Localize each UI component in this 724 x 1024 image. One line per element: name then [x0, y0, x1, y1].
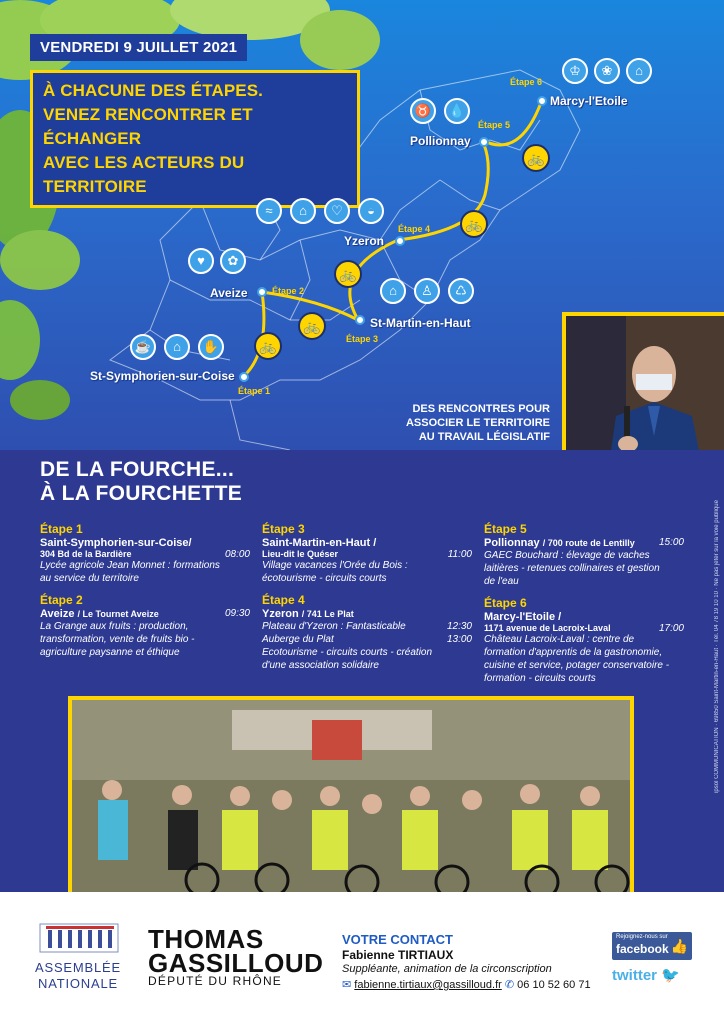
contact-name: Fabienne TIRTIAUX [342, 948, 454, 962]
step-place-text: Aveize [40, 608, 75, 620]
headline-line: AVEC LES ACTEURS DU TERRITOIRE [43, 153, 245, 196]
house-heart-icon: ⌂ [290, 198, 316, 224]
home-icon: ⌂ [380, 278, 406, 304]
deputy-first-name: THOMAS [148, 924, 264, 954]
facebook-badge[interactable] [612, 932, 692, 960]
step-time: 12:30 [446, 621, 472, 632]
step-time: 09:30 [224, 608, 250, 619]
step-desc-text: Auberge du Plat [262, 634, 334, 645]
step-address [484, 623, 684, 633]
step-desc: transformation, vente de fruits bio - [40, 634, 195, 645]
step-block-6 [484, 596, 684, 685]
email-icon: ✉ [342, 979, 352, 991]
sprout-icon: ✿ [220, 248, 246, 274]
step-block-2 [40, 593, 250, 659]
location-pin-icon [396, 237, 404, 245]
hands-heart-icon: ♡ [324, 198, 350, 224]
program-column-3 [484, 522, 684, 693]
deputy-role: DÉPUTÉ DU RHÔNE [148, 974, 283, 988]
shop-icon: ⌂ [626, 58, 652, 84]
thumbs-up-icon: 👍 [670, 938, 688, 954]
contact-email-link[interactable]: fabienne.tirtiaux@gassilloud.fr [354, 979, 502, 991]
step-address-text: / Le Tournet Aveize [77, 609, 159, 619]
step-desc [262, 620, 472, 633]
step-desc: laitières - retenues collinaires et gestion [484, 563, 660, 574]
step-desc: agriculture paysanne et éthique [40, 647, 180, 658]
map-step-6: Étape 6 [510, 77, 543, 87]
cow-icon: ♉ [410, 98, 436, 124]
program-title: À LA FOURCHETTE [40, 482, 243, 505]
assemblee-label: ASSEMBLÉE [35, 960, 121, 975]
bicycle-icon: 🚲 [298, 312, 326, 340]
step-place: Marcy-l'Etoile / [484, 611, 562, 623]
step-place [40, 608, 250, 620]
step-desc: formation - circuits courts [484, 673, 596, 684]
city-marcy: Marcy-l'Etoile [550, 94, 628, 108]
basket-icon: ◒ [358, 198, 384, 224]
map-step-2: Étape 2 [272, 286, 305, 296]
step-title: Étape 1 [40, 522, 83, 536]
rencontres-line: AU TRAVAIL LÉGISLATIF [418, 431, 550, 443]
phone-icon: ✆ [504, 979, 515, 991]
program-column-1 [40, 522, 250, 667]
step-time: 11:00 [447, 549, 472, 560]
chef-hat-icon: ♔ [562, 58, 588, 84]
handshake-icon: ✋ [198, 334, 224, 360]
step-title: Étape 2 [40, 593, 83, 607]
step-desc: au service du territoire [40, 573, 139, 584]
twitter-label: twitter [612, 967, 657, 984]
step-time: 13:00 [446, 634, 472, 645]
contact-phone: 06 10 52 60 71 [517, 979, 591, 991]
group-photo [68, 696, 634, 892]
step-title: Étape 5 [484, 522, 527, 536]
footer [0, 892, 724, 1024]
step-address-text: / 741 Le Plat [301, 609, 354, 619]
rencontres-line: DES RENCONTRES POUR [412, 403, 550, 415]
step-place [484, 537, 684, 549]
step-place-text: Yzeron [262, 608, 299, 620]
step-address-text: 304 Bd de la Bardière [40, 549, 132, 559]
step-address-text: 1171 avenue de Lacroix-Laval [484, 623, 611, 633]
city-st-symphorien: St-Symphorien-sur-Coise [90, 369, 235, 383]
bicycle-icon: 🚲 [460, 210, 488, 238]
contact-role: Suppléante, animation de la circonscription [342, 963, 552, 975]
step-address [262, 549, 472, 559]
facebook-join-text: Rejoignez-nous sur [616, 934, 668, 940]
step-place-text: Pollionnay [484, 537, 540, 549]
step-address-text: Lieu-dit le Quéser [262, 549, 339, 559]
step-title: Étape 4 [262, 593, 305, 607]
zipline-icon: ≈ [256, 198, 282, 224]
rencontres-text [400, 402, 550, 444]
step-place [262, 608, 472, 620]
recycle-icon: ♺ [448, 278, 474, 304]
step-desc: écotourisme - circuits courts [262, 573, 387, 584]
location-pin-icon [258, 288, 266, 296]
twitter-bird-icon: 🐦 [661, 967, 680, 984]
step-desc-text: Plateau d'Yzeron : Fantasticable [262, 621, 406, 632]
step-desc: d'une association solidaire [262, 660, 379, 671]
step-time: 15:00 [658, 537, 684, 548]
step-desc: de l'eau [484, 576, 519, 587]
program-section [0, 450, 724, 892]
map-step-4: Étape 4 [398, 224, 431, 234]
step-desc: La Grange aux fruits : production, [40, 621, 189, 632]
rencontres-line: ASSOCIER LE TERRITOIRE [405, 417, 550, 429]
step-desc: cuisine et service, potager conservatoire - [484, 660, 670, 671]
step-desc: Château Lacroix-Laval : centre de [484, 634, 635, 645]
step-place: Saint-Symphorien-sur-Coise/ [40, 537, 192, 549]
step-address-text: / 700 route de Lentilly [542, 538, 635, 548]
step-desc: Lycée agricole Jean Monnet : formations [40, 560, 220, 571]
step-desc [262, 633, 472, 646]
event-date: VENDREDI 9 JUILLET 2021 [30, 34, 247, 61]
headline-line: À CHACUNE DES ÉTAPES. [43, 81, 263, 100]
contact-title: VOTRE CONTACT [342, 932, 453, 947]
step-address [40, 549, 250, 559]
assemblee-label: NATIONALE [38, 976, 118, 991]
vegetables-icon: ❀ [594, 58, 620, 84]
city-yzeron: Yzeron [344, 234, 385, 248]
step-place: Saint-Martin-en-Haut / [262, 537, 377, 549]
bicycle-icon: 🚲 [334, 260, 362, 288]
map-step-1: Étape 1 [238, 386, 271, 396]
location-pin-icon [240, 373, 248, 381]
twitter-badge[interactable] [612, 966, 680, 984]
step-time: 17:00 [658, 623, 684, 634]
city-pollionnay: Pollionnay [410, 134, 471, 148]
deputy-last-name: GASSILLOUD [148, 948, 324, 978]
strawberry-icon: ♥ [188, 248, 214, 274]
hiker-icon: ♙ [414, 278, 440, 304]
step-desc: Ecotourisme - circuits courts - création [262, 647, 433, 658]
cup-icon: ☕ [130, 334, 156, 360]
step-title: Étape 6 [484, 596, 527, 610]
headline-line: VENEZ RENCONTRER ET ÉCHANGER [43, 105, 253, 148]
city-aveize: Aveize [210, 286, 248, 300]
step-block-5 [484, 522, 684, 588]
step-desc: formation d'apprentis de la gastronomie, [484, 647, 663, 658]
step-block-1 [40, 522, 250, 585]
location-pin-icon [538, 97, 546, 105]
step-block-4 [262, 593, 472, 672]
step-desc: GAEC Bouchard : élevage de vaches [484, 550, 650, 561]
program-title: DE LA FOURCHE... [40, 458, 235, 481]
map-step-3: Étape 3 [346, 334, 379, 344]
water-drop-icon: 💧 [444, 98, 470, 124]
contact-line [342, 978, 591, 991]
step-block-3 [262, 522, 472, 585]
map-step-5: Étape 5 [478, 120, 511, 130]
step-time: 08:00 [224, 549, 250, 560]
bicycle-icon: 🚲 [254, 332, 282, 360]
location-pin-icon [356, 316, 364, 324]
printer-credit: ipsol COMMUNICATION · 69850 Saint-Martin-en-Haut · Tél. 04 78 19 10 10 · Ne pas jeter sur la voie publique [714, 500, 720, 793]
school-icon: ⌂ [164, 334, 190, 360]
program-column-2 [262, 522, 472, 680]
bicycle-icon: 🚲 [522, 144, 550, 172]
facebook-label: facebook [616, 942, 669, 956]
step-title: Étape 3 [262, 522, 305, 536]
city-st-martin: St-Martin-en-Haut [370, 316, 471, 330]
assemblee-logo [38, 922, 120, 954]
step-desc: Village vacances l'Orée du Bois : [262, 560, 408, 571]
location-pin-icon [480, 138, 488, 146]
